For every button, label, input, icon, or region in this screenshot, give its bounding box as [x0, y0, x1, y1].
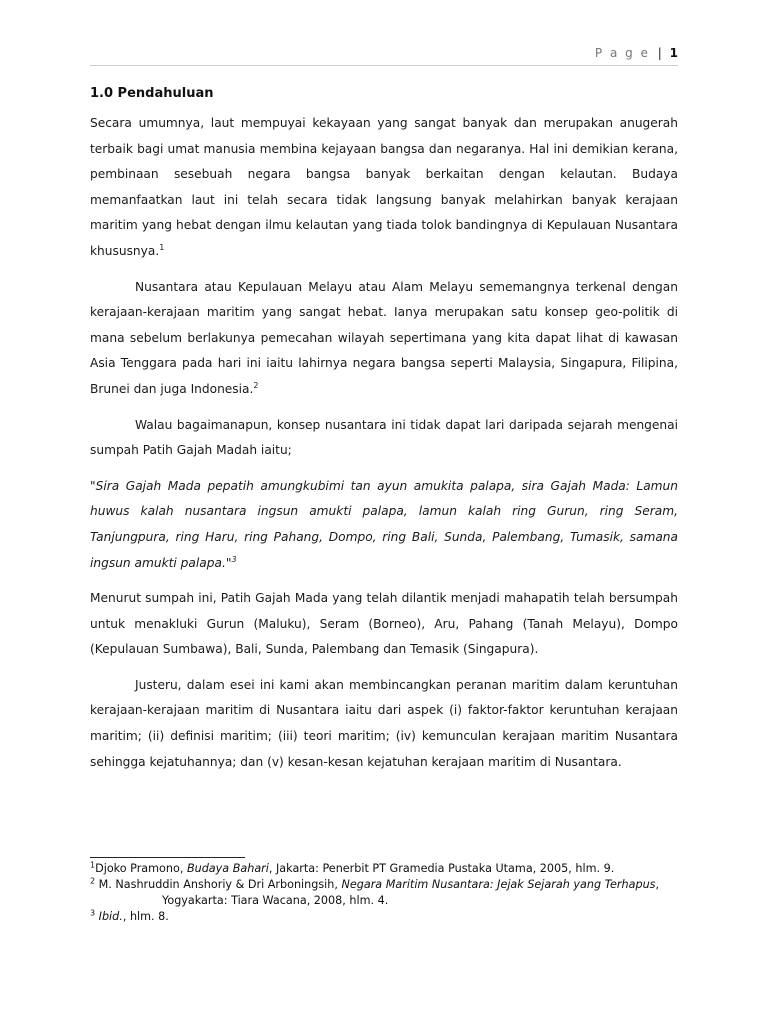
footnote-1-number: 1 [90, 860, 96, 870]
quote-text: "Sira Gajah Mada pepatih amungkubimi tan ayun amukita palapa, sira Gajah Mada: Lamun huwus kalah nusantara ingsun amukti palapa, lamun kalah ring Gurun, ring Seram, Tanjungpura, ring Haru, ring Pahang, Dompo, ring Bali, Sunda, Palembang, Tumasik, samana ingsun amukti palapa." [90, 478, 678, 570]
paragraph-5: Justeru, dalam esei ini kami akan membincangkan peranan maritim dalam keruntuhan kerajaan-kerajaan maritim di Nusantara iaitu dari aspek (i) faktor-faktor keruntuhan kerajaan maritim; (ii) definisi maritim; (iii) teori maritim; (iv) kemunculan kerajaan maritim Nusantara sehingga kejatuhannya; dan (v) kesan-kesan kejatuhan kerajaan maritim di Nusantara. [90, 677, 678, 769]
page-number: 1 [669, 46, 678, 60]
footnote-ref-1: 1 [159, 242, 165, 252]
footnote-3-number: 3 [90, 908, 96, 918]
body-content [90, 86, 678, 785]
footnote-1 [90, 861, 690, 877]
footnote-ref-3: 3 [231, 554, 237, 564]
footnote-3-title: Ibid. [98, 910, 123, 923]
page-label: P a g e [594, 46, 650, 60]
footnote-3-rest: , hlm. 8. [122, 910, 169, 923]
section-heading: 1.0 Pendahuluan [90, 86, 214, 101]
footnote-ref-2: 2 [253, 380, 259, 390]
footnote-1-author: Djoko Pramono, [95, 862, 187, 875]
footnote-2-title: Negara Maritim Nusantara: Jejak Sejarah yang Terhapus [341, 878, 656, 891]
footnote-2-rest: , [655, 878, 660, 891]
paragraph-1-text: Secara umumnya, laut mempuyai kekayaan yang sangat banyak dan merupakan anugerah terbaik bagi umat manusia membina kejayaan bangsa dan negaranya. Hal ini demikian kerana, pembinaan sesebuah negara bangsa banyak berkaitan dengan kelautan. Budaya memanfaatkan laut ini telah secara tidak langsung banyak melahirkan banyak kerajaan maritim yang hebat dengan ilmu kelautan yang tiada tolok bandingnya di Kepulauan Nusantara khususnya. [90, 116, 678, 258]
footnotes [90, 861, 690, 925]
paragraph-3: Walau bagaimanapun, konsep nusantara ini tidak dapat lari daripada sejarah mengenai sumpah Patih Gajah Madah iaitu; [90, 417, 678, 458]
paragraph-4: Menurut sumpah ini, Patih Gajah Mada yang telah dilantik menjadi mahapatih telah bersumpah untuk menakluki Gurun (Maluku), Seram (Borneo), Aru, Pahang (Tanah Melayu), Dompo (Kepulauan Sumbawa), Bali, Sunda, Palembang dan Temasik (Singapura). [90, 591, 678, 657]
footnote-rule [90, 857, 245, 858]
header-rule [90, 65, 678, 66]
block-quote [90, 474, 678, 576]
footnote-2-continuation: Yogyakarta: Tiara Wacana, 2008, hlm. 4. [162, 894, 389, 907]
paragraph-1 [90, 111, 678, 265]
footnote-2-number: 2 [90, 876, 96, 886]
footnote-2 [90, 877, 690, 909]
paragraph-2-text: Nusantara atau Kepulauan Melayu atau Alam Melayu sememangnya terkenal dengan kerajaan-kerajaan maritim yang sangat hebat. Ianya merupakan satu konsep geo-politik di mana sebelum berlakunya pemecahan wilayah sepertimana yang kita dapat lihat di kawasan Asia Tenggara pada hari ini iaitu lahirnya negara bangsa seperti Malaysia, Singapura, Filipina, Brunei dan juga Indonesia. [90, 279, 678, 396]
page-header [595, 46, 678, 60]
page-separator: | [657, 46, 662, 60]
footnote-1-title: Budaya Bahari [186, 862, 269, 875]
footnote-1-rest: , Jakarta: Penerbit PT Gramedia Pustaka Utama, 2005, hlm. 9. [268, 862, 615, 875]
paragraph-2 [90, 275, 678, 403]
footnote-2-author: M. Nashruddin Anshoriy & Dri Arboningsih, [95, 878, 342, 891]
footnote-3 [90, 909, 690, 925]
